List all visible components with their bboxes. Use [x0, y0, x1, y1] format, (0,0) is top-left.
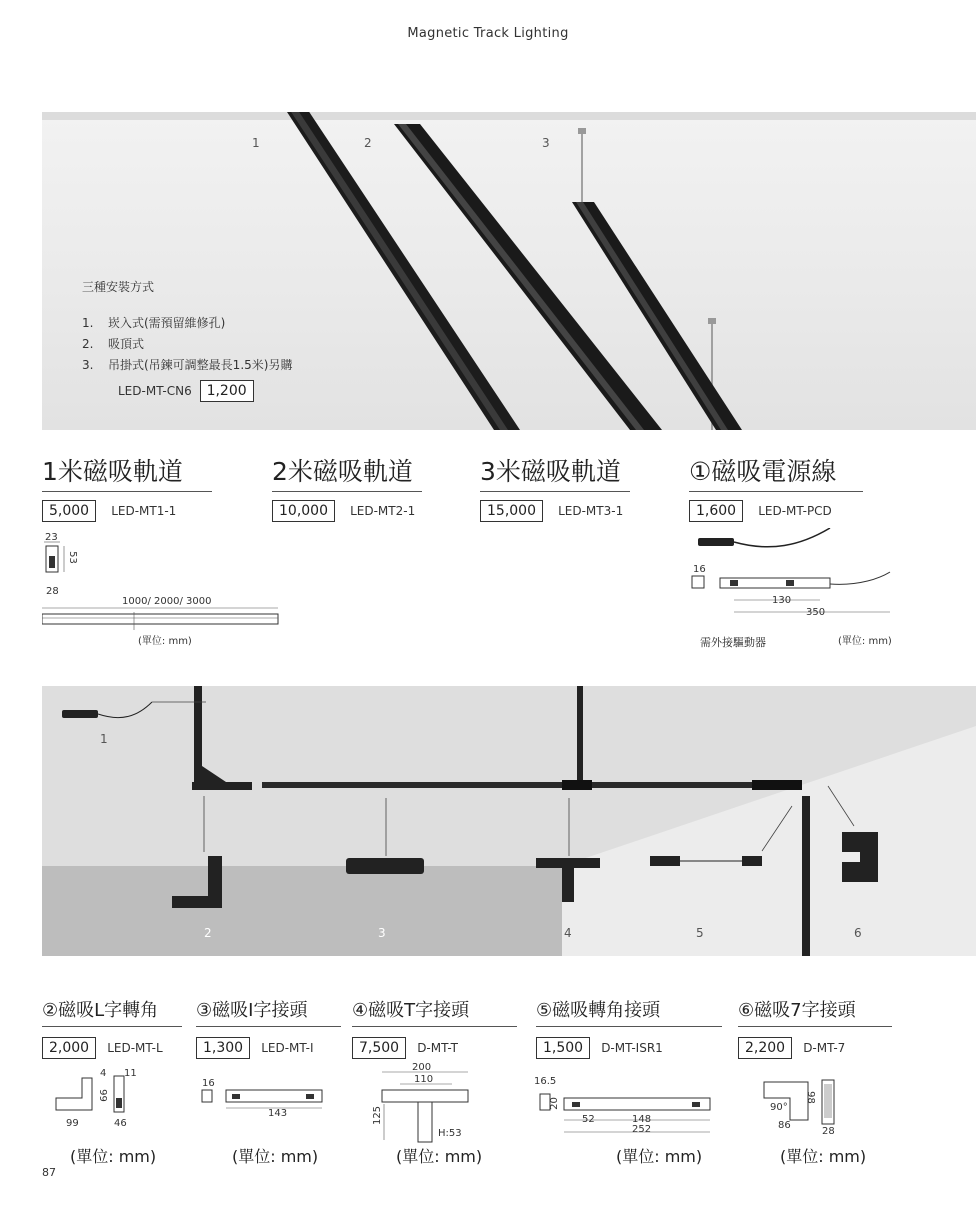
- dim-350: 350: [806, 607, 826, 618]
- product-t-joint: [352, 996, 517, 1059]
- dim-e: 46: [114, 1118, 127, 1129]
- unit-label: (單位: mm): [780, 1147, 867, 1166]
- dim-c: 99: [96, 1089, 108, 1102]
- price-box: 1,600: [689, 500, 743, 522]
- product-title: ③磁吸I字接頭: [196, 996, 341, 1027]
- dim-a: 90°: [770, 1102, 788, 1113]
- corner-joint-drawing: [532, 1076, 722, 1136]
- dim-c: 125: [372, 1105, 384, 1126]
- photo-label-3: 3: [378, 926, 386, 940]
- i-joint-illustration: [200, 1076, 330, 1116]
- dim-a: 4: [100, 1068, 107, 1079]
- dim-a: 16: [202, 1078, 215, 1089]
- dim-d: 99: [66, 1118, 79, 1129]
- photo-label-3: 3: [542, 136, 550, 150]
- install-method-item: 3. 吊掛式(吊鍊可調整最長1.5米)另購: [82, 358, 293, 372]
- product-track-2m: [272, 452, 422, 522]
- page-number: 87: [42, 1166, 56, 1179]
- dim-b: 20: [548, 1097, 560, 1110]
- dim-a: 16.5: [534, 1076, 557, 1087]
- dim-d: 28: [822, 1126, 835, 1137]
- product-title: ⑤磁吸轉角接頭: [536, 996, 722, 1027]
- power-cable-illustration: [690, 528, 910, 628]
- product-code: LED-MT1-1: [111, 504, 177, 518]
- dim-c: 52: [582, 1114, 595, 1125]
- unit-label: (單位: mm): [70, 1147, 157, 1166]
- unit-label: (單位: mm): [396, 1147, 483, 1166]
- product-code: LED-MT3-1: [558, 504, 624, 518]
- photo-label-2: 2: [204, 926, 212, 940]
- dim-b: 110: [414, 1074, 434, 1085]
- install-method-item: 1. 崁入式(需預留維修孔): [82, 316, 226, 330]
- product-title: 2米磁吸軌道: [272, 452, 422, 492]
- dim-base: 28: [46, 586, 59, 597]
- accessories-illustration: [42, 686, 976, 956]
- dim-130: 130: [772, 595, 792, 606]
- dim-c: 86: [778, 1120, 791, 1131]
- page-header-title: Magnetic Track Lighting: [407, 26, 569, 41]
- product-code: D-MT-ISR1: [601, 1041, 663, 1055]
- price-box: 5,000: [42, 500, 96, 522]
- install-method-item: 2. 吸頂式: [82, 337, 145, 351]
- product-power-cable: [689, 452, 863, 522]
- product-i-joint: [196, 996, 341, 1059]
- dim-b: 143: [268, 1108, 288, 1119]
- product-corner-joint: [536, 996, 722, 1059]
- product-code: LED-MT-I: [261, 1041, 314, 1055]
- product-title: ⑥磁吸7字接頭: [738, 996, 892, 1027]
- unit-label: (單位: mm): [616, 1147, 703, 1166]
- i-joint-drawing: [200, 1076, 330, 1126]
- price-box: 15,000: [480, 500, 543, 522]
- dim-height: 53: [66, 551, 78, 564]
- accessories-photo: [42, 686, 976, 956]
- product-title: ①磁吸電源線: [689, 452, 863, 492]
- product-track-3m: [480, 452, 630, 522]
- install-methods-title: 三種安裝方式: [82, 280, 155, 294]
- price-box: 10,000: [272, 500, 335, 522]
- product-code: LED-MT2-1: [350, 504, 416, 518]
- photo-label-5: 5: [696, 926, 704, 940]
- product-track-1m: [42, 452, 212, 522]
- dim-width: 23: [45, 532, 58, 543]
- driver-note: 需外接驅動器: [700, 636, 766, 649]
- price-box: 7,500: [352, 1037, 406, 1059]
- track-drawing: [42, 530, 282, 650]
- product-code: LED-MT-L: [107, 1041, 163, 1055]
- product-7-joint: [738, 996, 892, 1059]
- product-l-corner: [42, 996, 182, 1059]
- product-title: ④磁吸T字接頭: [352, 996, 517, 1027]
- dim-d: H:53: [438, 1128, 462, 1139]
- photo-label-2: 2: [364, 136, 372, 150]
- accessory-code: LED-MT-CN6: [118, 384, 192, 398]
- product-title: 3米磁吸軌道: [480, 452, 630, 492]
- dim-e: 252: [632, 1124, 652, 1135]
- dim-length: 1000/ 2000/ 3000: [122, 596, 212, 607]
- unit-label: (單位: mm): [138, 636, 192, 647]
- dim-b: 11: [124, 1068, 137, 1079]
- price-box: 1,500: [536, 1037, 590, 1059]
- accessory-row: [118, 380, 254, 402]
- photo-label-4: 4: [564, 926, 572, 940]
- dim-a: 200: [412, 1062, 432, 1073]
- corner-joint-illustration: [532, 1076, 722, 1136]
- product-code: D-MT-7: [803, 1041, 846, 1055]
- unit-label: (單位: mm): [838, 636, 892, 647]
- accessory-price-box: 1,200: [200, 380, 254, 402]
- photo-label-1: 1: [252, 136, 260, 150]
- product-title: 1米磁吸軌道: [42, 452, 212, 492]
- photo-label-1: 1: [100, 732, 108, 746]
- dim-b: 98: [804, 1091, 816, 1104]
- unit-label: (單位: mm): [232, 1147, 319, 1166]
- seven-joint-drawing: [760, 1074, 850, 1138]
- price-box: 2,200: [738, 1037, 792, 1059]
- product-code: D-MT-T: [417, 1041, 458, 1055]
- price-box: 1,300: [196, 1037, 250, 1059]
- dim-height: 16: [693, 564, 706, 575]
- t-joint-drawing: [372, 1060, 482, 1144]
- l-corner-drawing: [52, 1068, 152, 1138]
- track-profile-drawing: [42, 530, 282, 640]
- price-box: 2,000: [42, 1037, 96, 1059]
- product-code: LED-MT-PCD: [758, 504, 832, 518]
- photo-label-6: 6: [854, 926, 862, 940]
- dim-d: 148: [632, 1114, 652, 1125]
- product-title: ②磁吸L字轉角: [42, 996, 182, 1027]
- power-cable-drawing: [690, 528, 910, 652]
- install-methods-list: [82, 313, 292, 376]
